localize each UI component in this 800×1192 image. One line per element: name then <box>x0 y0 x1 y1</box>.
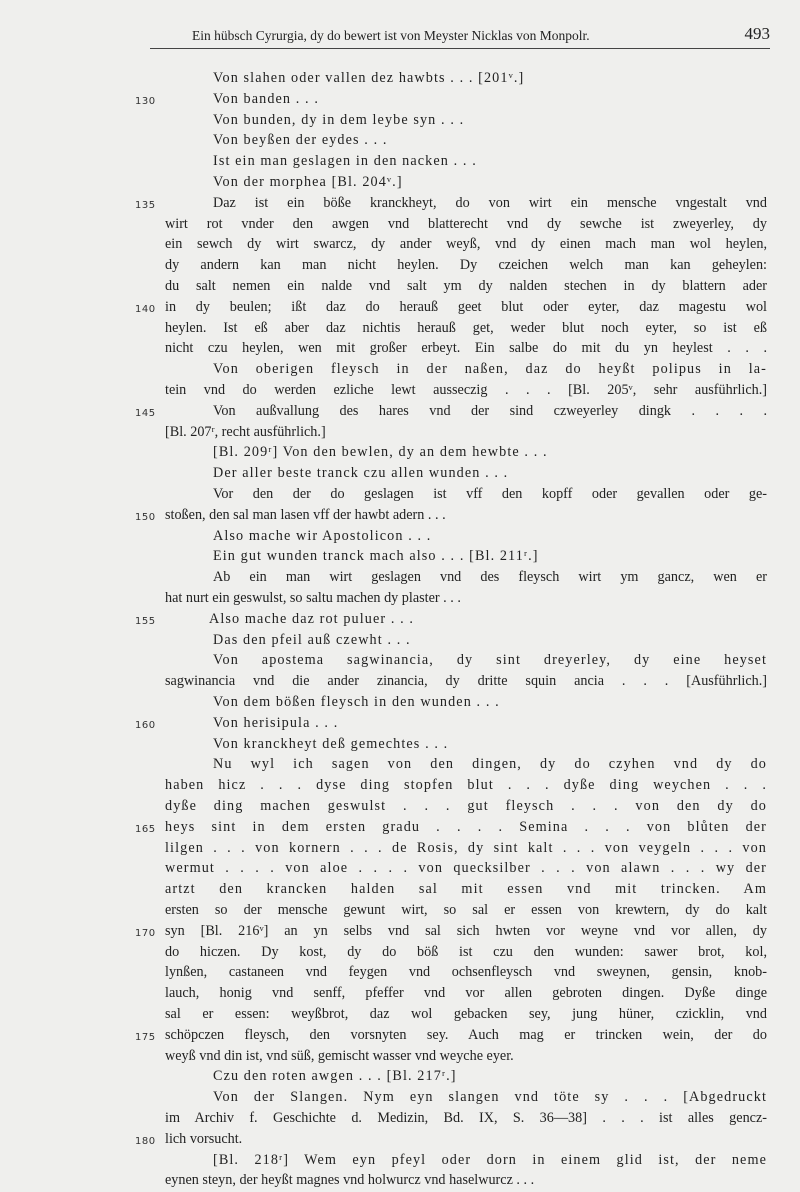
line-text: schöpczen fleysch, den vorsnyten sey. Auch mag er trincken wein, der do <box>165 1026 767 1043</box>
line-text: syn [Bl. 216ᵛ] an yn selbs vnd sal sich hwten vor weyne vnd vor allen, dy <box>165 922 767 939</box>
line-text: Daz ist ein böße kranckheyt, do von wirt ein mensche vngestalt vnd <box>213 194 767 211</box>
text-line <box>135 401 767 423</box>
text-line <box>165 962 767 984</box>
line-text: dyße ding machen geswulst . . . gut fleysch . . . von den dy do <box>165 798 767 814</box>
line-number: 140 <box>135 303 156 315</box>
line-text: [Bl. 209ʳ] Von den bewlen, dy an dem hewbte . . . <box>213 444 548 461</box>
text-line <box>165 1108 767 1130</box>
line-text: lich vorsucht. <box>165 1130 243 1147</box>
line-text: sagwinancia vnd die ander zinancia, dy dritte squin ancia . . . [Ausführlich.] <box>165 673 767 690</box>
line-text: Von kranckheyt deß gemechtes . . . <box>213 735 449 752</box>
text-line <box>135 817 767 839</box>
text-line <box>213 68 767 90</box>
line-text: [Bl. 218ʳ] Wem eyn pfeyl oder dorn in einem glid ist, der neme <box>213 1151 767 1168</box>
line-text: nicht czu heylen, wen mit großer erbeyt. Ein salbe do mit du yn heylest . . . <box>165 340 767 357</box>
line-number: 165 <box>135 823 156 835</box>
text-line <box>165 234 767 256</box>
line-text: wirt rot vnder den awgen vnd blatterecht vnd dy sewche ist zweyerley, dy <box>165 215 767 232</box>
text-line <box>165 1046 767 1068</box>
text-line <box>213 130 767 152</box>
line-text: Ist ein man geslagen in den nacken . . . <box>213 153 477 170</box>
line-text: Von oberigen fleysch in der naßen, daz do heyßt polipus in la- <box>213 361 767 378</box>
line-number: 150 <box>135 511 156 523</box>
text-line <box>165 879 767 901</box>
text-line <box>165 380 767 402</box>
text-line <box>165 1004 767 1026</box>
text-line <box>213 630 767 652</box>
line-text: Von slahen oder vallen dez hawbts . . . [201ᵛ.] <box>213 70 525 86</box>
text-line <box>165 858 767 880</box>
line-text: Von beyßen der eydes . . . <box>213 132 388 149</box>
text-line <box>165 1170 767 1192</box>
running-header <box>150 26 770 49</box>
text-line <box>165 422 767 444</box>
line-text: Das den pfeil auß czewht . . . <box>213 631 411 648</box>
line-text: Von herisipula . . . <box>213 714 339 731</box>
text-line <box>135 89 767 111</box>
line-number: 155 <box>135 615 156 627</box>
text-line <box>213 650 767 672</box>
line-text: sal er essen: weyßbrot, daz wol gebacken sey, jung hüner, czicklin, vnd <box>165 1006 767 1022</box>
text-line <box>213 692 767 714</box>
text-line <box>135 1025 767 1047</box>
line-text: eynen steyn, der heyßt magnes vnd holwurcz vnd haselwurcz . . . <box>165 1172 535 1189</box>
line-text: du salt nemen ein nalde vnd salt ym dy nalden stechen in dy blattern ader <box>165 278 767 294</box>
line-text: ersten so der mensche gewunt wirt, so sal er essen von krewtern, dy do kalt <box>165 902 767 918</box>
text-line <box>213 754 767 776</box>
text-line <box>213 567 767 589</box>
text-line <box>165 942 767 964</box>
line-text: lynßen, castaneen vnd feygen vnd ochsenfleysch vnd sweynen, gensin, knob- <box>165 964 767 981</box>
text-line <box>213 359 767 381</box>
text-line <box>135 1129 767 1151</box>
line-text: Czu den roten awgen . . . [Bl. 217ʳ.] <box>213 1068 457 1085</box>
line-text: Der aller beste tranck czu allen wunden . . . <box>213 465 509 482</box>
line-text: lauch, honig vnd senff, pfeffer vnd vor allen gebroten dingen. Dyße dinge <box>165 985 767 1002</box>
text-line <box>213 526 767 548</box>
line-text: ein sewch dy wirt swarcz, dy ander weyß, vnd dy einen mach man wol heylen, <box>165 236 767 253</box>
line-text: Von bunden, dy in dem leybe syn . . . <box>213 111 465 128</box>
line-number: 175 <box>135 1031 156 1043</box>
text-line <box>213 151 767 173</box>
line-text: Von der Slangen. Nym eyn slangen vnd töte sy . . . [Abgedruckt <box>213 1089 767 1106</box>
text-line <box>213 1150 767 1172</box>
line-text: do hiczen. Dy kost, dy do böß ist czu den wunden: sawer brot, kol, <box>165 943 767 960</box>
line-text: Nu wyl ich sagen von den dingen, dy do czyhen vnd dy do <box>213 756 767 773</box>
text-line <box>165 796 767 818</box>
line-text: Von der morphea [Bl. 204ᵛ.] <box>213 174 403 190</box>
line-text: im Archiv f. Geschichte d. Medizin, Bd. IX, S. 36—38] . . . ist alles gencz- <box>165 1110 767 1126</box>
line-number: 145 <box>135 407 156 419</box>
text-line <box>165 255 767 277</box>
text-line <box>165 775 767 797</box>
line-text: Ab ein man wirt geslagen vnd des fleysch wirt ym gancz, wen er <box>213 569 767 586</box>
text-line <box>213 463 767 485</box>
text-line <box>165 338 767 360</box>
text-line <box>135 193 767 215</box>
line-text: dy andern kan man nicht heylen. Dy czeichen welch man kan geheylen: <box>165 257 767 274</box>
line-text: heys sint in dem ersten gradu . . . . Semina . . . von blůten der <box>165 818 767 835</box>
text-line <box>135 297 767 319</box>
text-line <box>165 983 767 1005</box>
text-line <box>213 1066 767 1088</box>
line-text: Von dem bößen fleysch in den wunden . . . <box>213 694 500 710</box>
line-text: Von außvallung des hares vnd der sind czweyerley dingk . . . . <box>213 402 767 419</box>
text-line <box>135 505 767 527</box>
text-line <box>165 214 767 236</box>
text-line <box>165 900 767 922</box>
text-line <box>165 588 767 610</box>
line-number: 130 <box>135 95 156 107</box>
line-text: stoßen, den sal man lasen vff der hawbt adern . . . <box>165 506 446 523</box>
line-number: 180 <box>135 1135 156 1147</box>
line-text: weyß vnd din ist, vnd süß, gemischt wasser vnd weyche eyer. <box>165 1047 514 1064</box>
text-line <box>165 276 767 298</box>
text-line <box>135 921 767 943</box>
line-text: Von banden . . . <box>213 90 319 107</box>
line-text: Also mache wir Apostolicon . . . <box>213 527 432 544</box>
line-text: hat nurt ein geswulst, so saltu machen dy plaster . . . <box>165 590 461 606</box>
line-number: 135 <box>135 199 156 211</box>
text-line <box>213 110 767 132</box>
text-line <box>213 734 767 756</box>
text-line <box>135 609 767 631</box>
line-text: wermut . . . . von aloe . . . . von quecksilber . . . von alawn . . . wy der <box>165 860 767 877</box>
line-text: Ein gut wunden tranck mach also . . . [Bl. 211ʳ.] <box>213 548 539 565</box>
line-number: 160 <box>135 719 156 731</box>
text-line <box>213 484 767 506</box>
text-line <box>165 318 767 340</box>
line-text: Von apostema sagwinancia, dy sint dreyerley, dy eine heyset <box>213 652 767 669</box>
text-line <box>213 442 767 464</box>
line-text: [Bl. 207ʳ, recht ausführlich.] <box>165 423 326 440</box>
text-line <box>165 838 767 860</box>
line-text: Also mache daz rot puluer . . . <box>209 610 415 627</box>
page-number: 493 <box>744 24 770 43</box>
line-text: heylen. Ist eß aber daz nichtis herauß get, weder blut noch eyter, so ist eß <box>165 319 767 336</box>
line-text: tein vnd do werden ezliche lewt ausseczig . . . [Bl. 205ᵛ, sehr ausführlich.] <box>165 382 767 398</box>
text-line <box>135 713 767 735</box>
text-line <box>165 671 767 693</box>
line-text: in dy beulen; ißt daz do herauß geet blut oder eyter, daz magestu wol <box>165 298 767 315</box>
line-text: lilgen . . . von kornern . . . de Rosis, dy sint kalt . . . von veygeln . . . von <box>165 839 767 856</box>
line-text: Vor den der do geslagen ist vff den kopff oder gevallen oder ge- <box>213 486 767 502</box>
line-text: artzt den krancken halden sal mit essen vnd mit trincken. Am <box>165 881 767 898</box>
text-line <box>213 172 767 194</box>
text-line <box>213 1087 767 1109</box>
line-number: 170 <box>135 927 156 939</box>
running-title: Ein hübsch Cyrurgia, dy do bewert ist von Meyster Nicklas von Monpolr. <box>192 28 590 43</box>
line-text: haben hicz . . . dyse ding stopfen blut . . . dyße ding weychen . . . <box>165 777 767 794</box>
text-line <box>213 546 767 568</box>
